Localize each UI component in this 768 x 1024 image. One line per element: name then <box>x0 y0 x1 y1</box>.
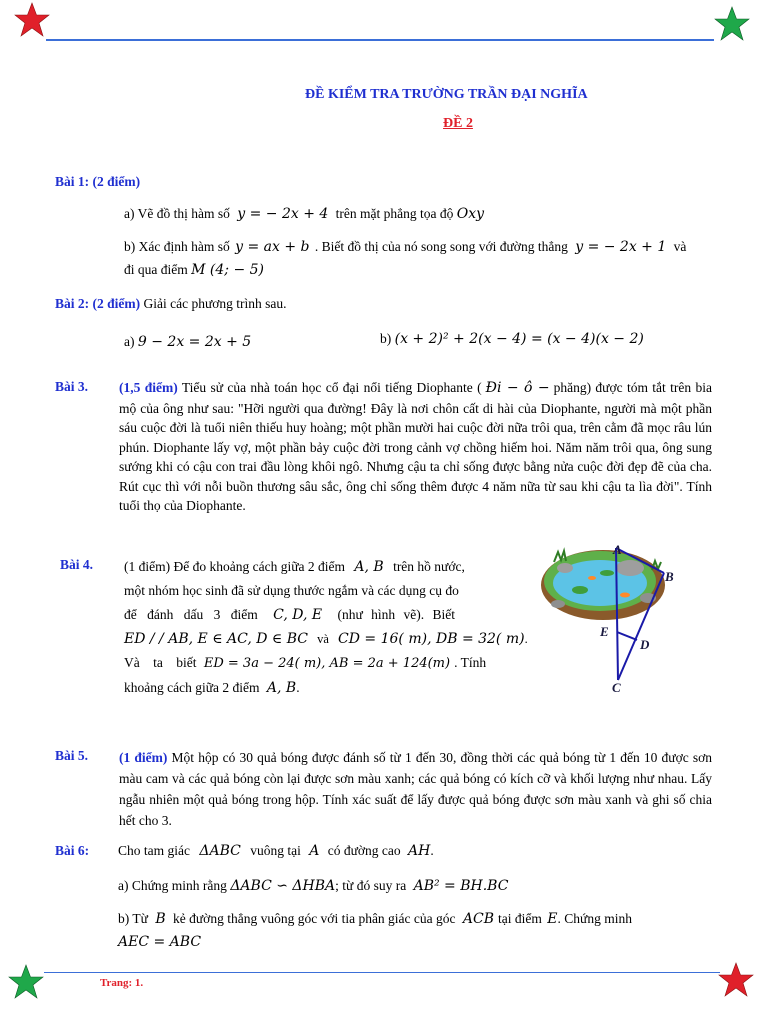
bai6-b-m3: E <box>547 911 558 927</box>
bai5-body <box>119 747 712 831</box>
bai1-a-text: a) Vẽ đồ thị hàm số <box>124 206 230 221</box>
bai2-b <box>380 331 644 347</box>
segment-ed <box>617 632 637 640</box>
bai6-a-math: ΔABC ∽ ΔHBA <box>230 878 336 894</box>
page-title: ĐỀ KIỂM TRA TRƯỜNG TRẦN ĐẠI NGHĨA <box>305 87 588 102</box>
green-star-icon <box>8 964 44 1000</box>
bai3-body <box>119 378 712 516</box>
bai1-a-math: y = − 2x + 4 <box>237 206 329 222</box>
bai4-l3m: C, D, E <box>273 607 323 623</box>
label-c: C <box>612 680 621 695</box>
bai6-a-math2: AB² = BH.BC <box>413 878 509 894</box>
bai2-b-label: b) <box>380 331 392 346</box>
bai1-b-line2 <box>124 262 264 278</box>
page-number: Trang: 1. <box>100 977 144 989</box>
red-star-icon <box>718 962 754 998</box>
label-a: A <box>613 542 622 557</box>
bai4-line5 <box>124 651 518 676</box>
bai1-a-text2: trên mặt phẳng tọa độ <box>335 206 454 221</box>
label-b: B <box>665 569 674 584</box>
bai1-a-math2: Oxy <box>456 206 485 222</box>
green-star-icon <box>714 6 750 42</box>
bai4-line6 <box>124 676 518 700</box>
bai5-label: Bài 5. <box>55 748 89 763</box>
bai3-label: Bài 3. <box>55 379 89 394</box>
bai4-l4b: . <box>524 632 528 646</box>
bai6-b-text4: . Chứng minh <box>557 911 632 926</box>
bai4-l3b: (như hình vẽ). Biết <box>337 607 456 622</box>
bai6-a-text2: ; từ đó suy ra <box>335 878 407 893</box>
bai6-intro-m3: AH <box>408 843 431 859</box>
bai6-a <box>118 878 508 894</box>
bai1-b <box>124 239 712 255</box>
bai5-text: Một hộp có 30 quả bóng được đánh số từ 1 đến 30, đồng thời các quả bóng từ 1 đến 10 được sơn màu cam và các quả bóng còn lại được sơn màu xanh; các quả bóng có kích cỡ và khối lượng như nhau. Lấy ngẫu nhiên một quả bóng trong hộp. Tính xác suất để lấy được quả bóng được sơn màu xanh và ghi số chia hết cho 3. <box>119 750 713 828</box>
bai4-l6b: . <box>296 680 300 695</box>
header-rule <box>46 39 714 41</box>
bai4-l1a: (1 điểm) Để đo khoảng cách giữa 2 điểm <box>124 559 345 574</box>
bai1-label: Bài 1: (2 điểm) <box>55 174 141 189</box>
bai3-text-start: Tiểu sử của nhà toán học cổ đại nổi tiếng Diophante ( <box>181 380 482 395</box>
bai2-b-math: (x + 2)² + 2(x − 4) = (x − 4)(x − 2) <box>394 331 644 347</box>
bai2-a-math: 9 − 2x = 2x + 5 <box>137 334 252 350</box>
bai2-label: Bài 2: (2 điểm) <box>55 296 141 311</box>
bai1-b-text2: . Biết đồ thị của nó song song với đường thẳng <box>314 239 568 254</box>
bai4-l5m: ED = 3a − 24( m), AB = 2a + 124(m) <box>203 656 451 671</box>
footer-rule <box>44 972 720 973</box>
bai4-l6m: A, B <box>266 680 297 696</box>
bai2-header <box>55 296 287 312</box>
lake-illustration <box>541 550 665 620</box>
bai2-intro: Giải các phương trình sau. <box>143 296 287 311</box>
bai3-text-rest: phăng) được tóm tắt trên bia mộ của ông như sau: "Hỡi người qua đường! Đây là nơi chôn cất di hài của Diophante, người mà một phần sáu cuộc đời là tuổi niên thiếu huy hoàng; một phần mười hai cuộc đời nữa trôi qua, trên cằm đã mọc râu lún phún. Diophante lấy vợ, một phần bảy cuộc đời trong cảnh vợ chồng hiếm hoi. Năm năm trôi qua, ông sung sướng khi có cậu con trai đầu lòng khôi ngô. Nhưng cậu ta chỉ sống được bằng nửa cuộc đời đẹp đẽ của cha. Rút cục thì với nỗi buồn thương sâu sắc, ông chỉ sống thêm được 4 năm nữa từ sau khi cậu ta lìa đời". Tính tuổi thọ của Diophante. <box>119 380 712 513</box>
bai5-points: (1 điểm) <box>119 750 168 765</box>
bai6-intro-c: có đường cao <box>327 843 401 858</box>
bai4-line4 <box>124 627 528 651</box>
bai1-b-text4: đi qua điểm <box>124 262 188 277</box>
bai6-intro-m2: A <box>309 843 320 859</box>
bai1-b-math2: y = − 2x + 1 <box>575 239 667 255</box>
page-subtitle: ĐỀ 2 <box>443 116 473 131</box>
bai1-b-text: b) Xác định hàm số <box>124 239 230 254</box>
bai6-intro <box>118 843 434 859</box>
bai6-b-text3: tại điểm <box>498 911 542 926</box>
bai4-l1m: A, B <box>354 559 384 575</box>
bai6-a-text: a) Chứng minh rằng <box>118 878 227 893</box>
bai4-l3a: để đánh dấu 3 điểm <box>124 607 258 622</box>
bai6-b-line2 <box>118 934 201 950</box>
bai4-line3 <box>124 603 518 627</box>
bai6-b-m1: B <box>155 911 166 927</box>
lake-figure <box>540 540 690 700</box>
bai4-l4m2: CD = 16( m), DB = 32( m) <box>338 631 525 647</box>
bai6-intro-m1: ΔABC <box>199 843 241 859</box>
bai6-intro-a: Cho tam giác <box>118 843 190 858</box>
bai1-b-math3: M (4; − 5) <box>191 262 264 278</box>
bai6-intro-b: vuông tại <box>250 843 301 858</box>
bai6-label: Bài 6: <box>55 843 90 858</box>
bai4-label: Bài 4. <box>60 557 94 572</box>
bai6-intro-d: . <box>430 843 434 858</box>
bai4-l5b: . Tính <box>454 655 487 670</box>
bai4-l1b: trên hồ nước, <box>393 559 465 574</box>
bai6-b-math: AEC = ABC <box>118 934 202 950</box>
bai4-l4m: ED / / AB, E ∈ AC, D ∈ BC <box>124 631 308 647</box>
bai1-b-math: y = ax + b <box>235 239 310 255</box>
bai4-l6a: khoảng cách giữa 2 điểm <box>124 680 260 695</box>
bai4-line1 <box>124 555 518 579</box>
bai2-a <box>124 334 251 350</box>
bai3-points: (1,5 điểm) <box>119 380 178 395</box>
bai6-b-text2: kẻ đường thẳng vuông góc với tia phân giác của góc <box>173 911 456 926</box>
bai1-a <box>124 206 484 222</box>
label-d: D <box>640 637 650 652</box>
bai4-l5a: Và ta biết <box>124 655 197 670</box>
bai6-b-m2: ACB <box>462 911 495 927</box>
bai6-b <box>118 911 712 927</box>
bai6-b-text: b) Từ <box>118 911 148 926</box>
label-e: E <box>600 624 609 639</box>
bai3-math: Đi − ô − <box>485 380 550 396</box>
red-star-icon <box>14 2 50 38</box>
bai4-line2: một nhóm học sinh đã sử dụng thước ngắm và các dụng cụ đo <box>124 583 459 598</box>
bai4-l4a: và <box>317 632 329 646</box>
bai2-a-label: a) <box>124 334 135 349</box>
bai4-body <box>124 555 528 700</box>
bai1-b-text3: và <box>673 239 687 254</box>
